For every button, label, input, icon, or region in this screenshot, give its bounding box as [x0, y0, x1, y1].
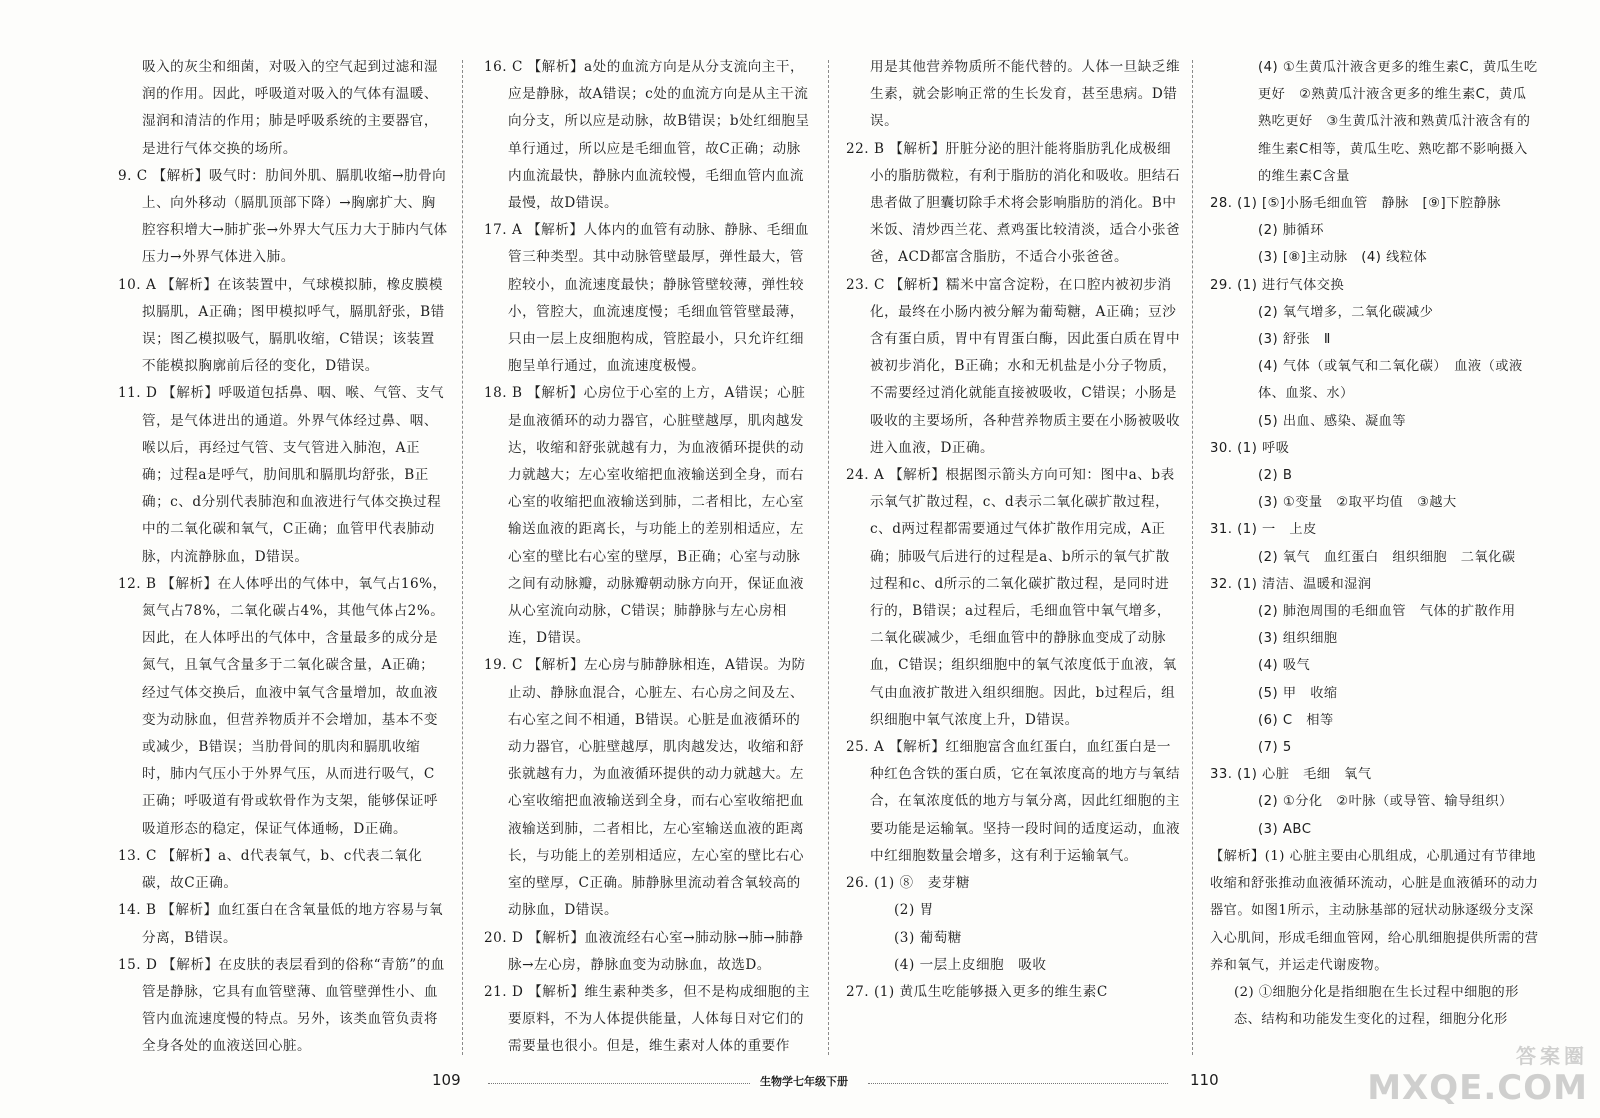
book-title: 生物学七年级下册	[760, 1075, 848, 1088]
answer-line: (3) ①变量 ②取平均值 ③越大	[1258, 495, 1457, 511]
footer-leader-right	[868, 1083, 1168, 1084]
column-1	[118, 54, 448, 1064]
answer-line: (5) 甲 收缩	[1258, 685, 1338, 701]
answer-item: 10. A 【解析】在该装置中，气球模拟肺，橡皮膜模拟膈肌，A正确；图甲模拟呼气，膈肌舒张，B错误；图乙模拟吸气，膈肌收缩，C错误；该装置不能模拟胸廓前后径的变化，D错误。	[118, 276, 445, 375]
answer-line: (3) 舒张 Ⅱ	[1258, 332, 1331, 348]
answer-item: 29. (1) 进行气体交换	[1210, 277, 1345, 293]
answer-item: 28. (1) [⑤]小肠毛细血管 静脉 [⑨]下腔静脉	[1210, 196, 1501, 212]
answer-item: 14. B 【解析】血红蛋白在含氧量低的地方容易与氧分离，B错误。	[118, 902, 444, 946]
column-2	[484, 54, 814, 1064]
answer-item: 27. (1) 黄瓜生吃能够摄入更多的维生素C	[846, 983, 1108, 1000]
answer-item: 16. C 【解析】a处的血流方向是从分支流向主干，应是静脉，故A错误；c处的血流方向是从主干流向分支，所以应是动脉，故B错误；b处红细胞呈单行通过，所以应是毛细血管，故C正确；动脉内血流最快，静脉内血流较慢，毛细血管内血流最慢，故D错误。	[484, 59, 810, 212]
answer-item: 15. D 【解析】在皮肤的表层看到的俗称“青筋”的血管是静脉，它具有血管壁薄、血管壁弹性小、血管内血流速度慢的特点。另外，该类血管负责将全身各处的血液送回心脏。	[118, 956, 445, 1055]
answer-item: 25. A 【解析】红细胞富含血红蛋白，血红蛋白是一种红色含铁的蛋白质，它在氧浓度高的地方与氧结合，在氧浓度低的地方与氧分离，因此红细胞的主要功能是运输氧。坚持一段时间的适度运动，血液中红细胞数量会增多，这有利于运输氧气。	[846, 739, 1181, 864]
answer-line: (4) 一层上皮细胞 吸收	[894, 956, 1047, 973]
answer-item: 19. C 【解析】左心房与肺静脉相连，A错误。为防止动、静脉血混合，心脏左、右心房之间及左、右心室之间不相通，B错误。心脏是血液循环的动力器官，心脏壁越厚，肌肉越发达，收缩和舒张就越有力，为血液循环提供的动力就越大。左心室收缩把血液输送到全身，而右心室收缩把血液输送到肺，二者相比，左心室输送血液的距离长，与功能上的差别相适应，左心室的壁比右心室的壁厚，C正确。肺静脉里流动着含氧较高的动脉血，D错误。	[484, 657, 806, 919]
answer-item: 30. (1) 呼吸	[1210, 440, 1290, 456]
column-divider	[1192, 60, 1193, 1055]
watermark-top: 答案圈	[1516, 1044, 1588, 1068]
column-3	[846, 54, 1181, 1064]
answer-line: (4) 吸气	[1258, 658, 1311, 674]
column-4	[1210, 54, 1540, 1064]
answer-line: (4) 气体（或氧气和二氧化碳） 血液（或液体、血浆、水）	[1258, 359, 1523, 402]
answer-item: 31. (1) 一 上皮	[1210, 522, 1317, 538]
answer-item: 23. C 【解析】糯米中富含淀粉，在口腔内被初步消化，最终在小肠内被分解为葡萄糖，A正确；豆沙含有蛋白质，胃中有胃蛋白酶，因此蛋白质在胃中被初步消化，B正确；水和无机盐是小分子物质，不需要经过消化就能直接被吸收，C错误；小肠是吸收的主要场所，各种营养物质主要在小肠被吸收进入血液，D正确。	[846, 276, 1181, 456]
answer-item: 32. (1) 清洁、温暖和湿润	[1210, 576, 1372, 592]
answer-item: 21. D 【解析】维生素种类多，但不是构成细胞的主要原料，不为人体提供能量，人体每日对它们的需要量也很小。但是，维生素对人体的重要作	[484, 983, 811, 1055]
answer-item: 17. A 【解析】人体内的血管有动脉、静脉、毛细血管三种类型。其中动脉管壁最厚，弹性最大，管腔较小，血流速度最快；静脉管壁较薄，弹性较小，管腔大，血流速度慢；毛细血管管壁最薄，只由一层上皮细胞构成，管腔最小，只允许红细胞呈单行通过，血流速度极慢。	[484, 222, 809, 375]
answer-item: 13. C 【解析】a、d代表氧气，b、c代表二氧化碳，故C正确。	[118, 847, 423, 892]
analysis-paragraph: (2) ①细胞分化是指细胞在生长过程中细胞的形态、结构和功能发生变化的过程，细胞分化形	[1234, 984, 1519, 1028]
answer-line: (3) 组织细胞	[1258, 631, 1338, 647]
analysis-paragraph: 【解析】(1) 心脏主要由心肌组成，心肌通过有节律地收缩和舒张推动血液循环流动，心脏是血液循环的动力器官。如图1所示，主动脉基部的冠状动脉逐级分支深入心肌间，形成毛细血管网，给心肌细胞提供所需的营养和氧气，并运走代谢废物。	[1210, 848, 1539, 973]
column-divider	[828, 60, 829, 1055]
column-divider	[462, 60, 463, 1055]
answer-line: (3) [⑧]主动脉 (4) 线粒体	[1258, 250, 1428, 266]
page-footer	[0, 1071, 1600, 1095]
answer-line: (2) ①分化 ②叶脉（或导管、输导组织）	[1258, 794, 1513, 810]
answer-line: (7) 5	[1258, 740, 1292, 756]
page-number-left: 109	[432, 1071, 461, 1089]
page-number-right: 110	[1190, 1071, 1219, 1089]
answer-line: (2) 氧气 血红蛋白 组织细胞 二氧化碳	[1258, 549, 1516, 565]
answer-item: 24. A 【解析】根据图示箭头方向可知：图中a、b表示氧气扩散过程，c、d表示二氧化碳扩散过程，c、d两过程都需要通过气体扩散作用完成，A正确；肺吸气后进行的过程是a、b所示的氧气扩散过程和c、d所示的二氧化碳扩散过程，是同时进行的，B错误；a过程后，毛细血管中氧气增多，二氧化碳减少，毛细血管中的静脉血变成了动脉血，C错误；组织细胞中的氧气浓度低于血液，氧气由血液扩散进入组织细胞。因此，b过程后，组织细胞中氧气浓度上升，D错误。	[846, 467, 1177, 728]
answer-line: (2) B	[1258, 468, 1293, 484]
answer-line: 用是其他营养物质所不能代替的。人体一旦缺乏维生素，就会影响正常的生长发育，甚至患病。D错误。	[870, 59, 1181, 130]
answer-item: 18. B 【解析】心房位于心室的上方，A错误；心脏是血液循环的动力器官，心脏壁越厚，肌肉越发达，收缩和舒张就越有力，为血液循环提供的动力就越大；左心室收缩把血液输送到全身，而右心室的收缩把血液输送到肺，二者相比，左心室输送血液的距离长，与功能上的差别相适应，左心室的壁比右心室的壁厚，B正确；心室与动脉之间有动脉瓣，动脉瓣朝动脉方向开，保证血液从心室流向动脉，C错误；肺静脉与左心房相连，D错误。	[484, 385, 806, 647]
answer-item: 20. D 【解析】血液流经右心室→肺动脉→肺→肺静脉→左心房，静脉血变为动脉血，故选D。	[484, 929, 804, 973]
answer-item: 33. (1) 心脏 毛细 氧气	[1210, 767, 1372, 783]
answer-item: 26. (1) ⑧ 麦芽糖	[846, 875, 970, 892]
watermark-main: MXQE.COM	[1367, 1068, 1588, 1108]
footer-leader-left	[488, 1083, 750, 1084]
answer-line: (2) 肺循环	[1258, 223, 1324, 239]
answer-line: (3) ABC	[1258, 821, 1312, 837]
answer-item: 22. B 【解析】肝脏分泌的胆汁能将脂肪乳化成极细小的脂肪微粒，有利于脂肪的消化和吸收。胆结石患者做了胆囊切除手术将会影响脂肪的消化。B中米饭、清炒西兰花、煮鸡蛋比较清淡，适合小张爸爸，ACD都富含脂肪，不适合小张爸爸。	[846, 140, 1181, 266]
answer-line: (5) 出血、感染、凝血等	[1258, 413, 1407, 429]
answer-line: (4) ①生黄瓜汁液含更多的维生素C，黄瓜生吃更好 ②熟黄瓜汁液含更多的维生素C，黄瓜熟吃更好 ③生黄瓜汁液和熟黄瓜汁液含有的维生素C相等，黄瓜生吃、熟吃都不影响摄入的维生素C含量	[1258, 60, 1538, 184]
answer-line: (2) 氧气增多，二氧化碳减少	[1258, 304, 1434, 320]
answer-item: 9. C 【解析】吸气时：肋间外肌、膈肌收缩→肋骨向上、向外移动（膈肌顶部下降）→胸廓扩大、胸腔容积增大→肺扩张→外界大气压力大于肺内气体压力→外界气体进入肺。	[118, 167, 448, 266]
answer-line: 吸入的灰尘和细菌，对吸入的空气起到过滤和湿润的作用。因此，呼吸道对吸入的气体有温暖、湿润和清洁的作用；肺是呼吸系统的主要器官，是进行气体交换的场所。	[142, 59, 438, 157]
answer-line: (2) 胃	[894, 902, 934, 919]
answer-line: (6) C 相等	[1258, 712, 1334, 728]
watermark	[1367, 1040, 1588, 1107]
answer-line: (3) 葡萄糖	[894, 929, 962, 946]
answer-line: (2) 肺泡周围的毛细血管 气体的扩散作用	[1258, 604, 1516, 620]
answer-item: 12. B 【解析】在人体呼出的气体中，氧气占16%，氮气占78%，二氧化碳占4%，其他气体占2%。因此，在人体呼出的气体中，含量最多的成分是氮气，且氧气含量多于二氧化碳含量，A正确；经过气体交换后，血液中氧气含量增加，故血液变为动脉血，但营养物质并不会增加，基本不变或减少，B错误；当肋骨间的肌肉和膈肌收缩时，肺内气压小于外界气压，从而进行吸气，C正确；呼吸道有骨或软骨作为支架，能够保证呼吸道形态的稳定，保证气体通畅，D正确。	[118, 575, 447, 837]
answer-item: 11. D 【解析】呼吸道包括鼻、咽、喉、气管、支气管，是气体进出的通道。外界气体经过鼻、咽、喉以后，再经过气管、支气管进入肺泡，A正确；过程a是呼气，肋间肌和膈肌均舒张，B正确；c、d分别代表肺泡和血液进行气体交换过程中的二氧化碳和氧气，C正确；血管甲代表肺动脉，内流静脉血，D错误。	[118, 385, 445, 565]
